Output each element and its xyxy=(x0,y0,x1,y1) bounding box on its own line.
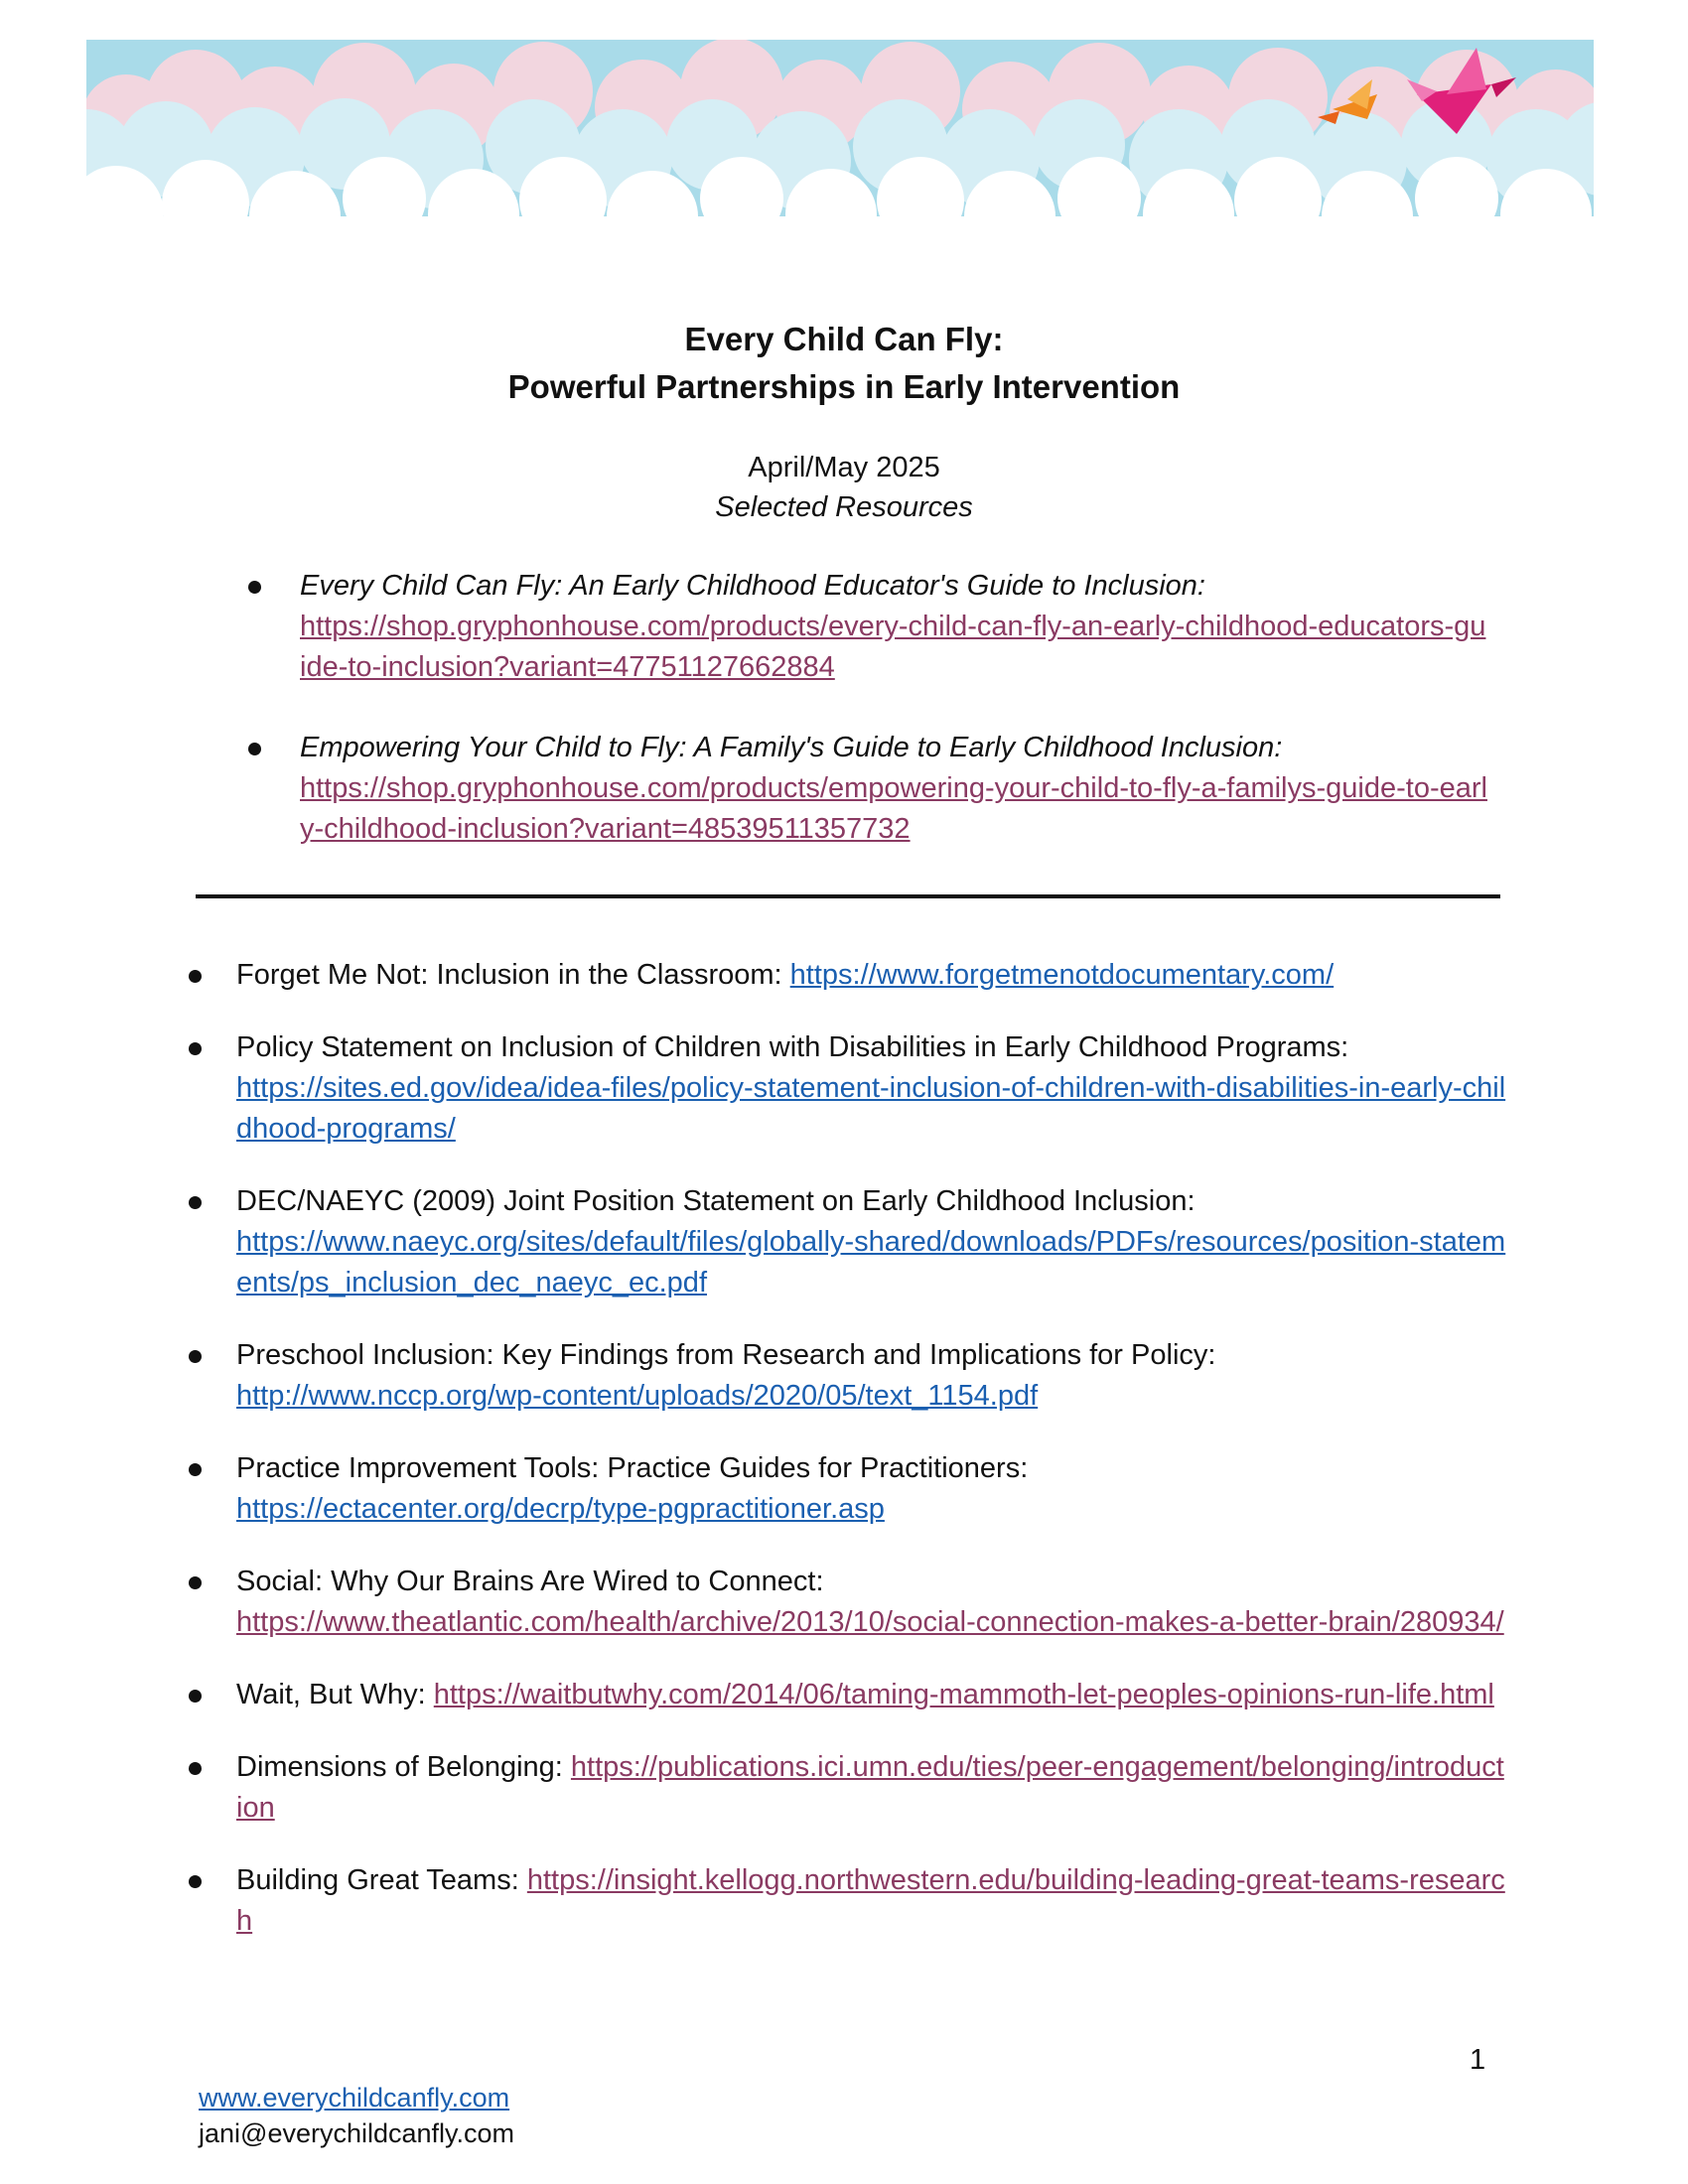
list-item xyxy=(189,955,1509,996)
section-divider xyxy=(196,894,1500,898)
bullet-icon xyxy=(189,1350,202,1363)
bullet-icon xyxy=(189,970,202,983)
resource-link[interactable]: https://insight.kellogg.northwestern.edu/building-leading-great-teams-research xyxy=(236,1864,1505,1937)
resource-link[interactable]: http://www.nccp.org/wp-content/uploads/2020/05/text_1154.pdf xyxy=(236,1380,1039,1412)
bullet-icon xyxy=(189,1196,202,1209)
resource-label: Social: Why Our Brains Are Wired to Connect: xyxy=(236,1566,824,1597)
book-title: Empowering Your Child to Fly: A Family's Guide to Early Childhood Inclusion: xyxy=(300,732,1283,763)
resource-label: Policy Statement on Inclusion of Children with Disabilities in Early Childhood Programs: xyxy=(236,1031,1349,1063)
resource-link[interactable]: https://waitbutwhy.com/2014/06/taming-mammoth-let-peoples-opinions-run-life.html xyxy=(433,1679,1494,1710)
book-link[interactable]: https://shop.gryphonhouse.com/products/every-child-can-fly-an-early-childhood-educators-guide-to-inclusion?variant=47751127662884 xyxy=(300,611,1486,683)
list-item xyxy=(189,1448,1509,1530)
bullet-icon xyxy=(189,1762,202,1775)
resource-label: Dimensions of Belonging: xyxy=(236,1751,571,1783)
book-title: Every Child Can Fly: An Early Childhood Educator's Guide to Inclusion: xyxy=(300,570,1205,602)
list-item xyxy=(189,1027,1509,1150)
book-list xyxy=(248,566,1489,889)
resource-label: Forget Me Not: Inclusion in the Classroom: xyxy=(236,959,790,991)
header-banner xyxy=(86,40,1594,228)
resource-link[interactable]: https://publications.ici.umn.edu/ties/peer-engagement/belonging/introduction xyxy=(236,1751,1504,1824)
bullet-icon xyxy=(189,1576,202,1589)
resource-label: Building Great Teams: xyxy=(236,1864,527,1896)
bullet-icon xyxy=(189,1875,202,1888)
resource-link[interactable]: https://www.forgetmenotdocumentary.com/ xyxy=(789,959,1335,991)
bullet-icon xyxy=(189,1690,202,1703)
list-item xyxy=(248,566,1489,688)
resource-label: DEC/NAEYC (2009) Joint Position Statement on Early Childhood Inclusion: xyxy=(236,1185,1196,1217)
book-link[interactable]: https://shop.gryphonhouse.com/products/empowering-your-child-to-fly-a-familys-guide-to-early-childhood-inclusion?variant=48539511357732 xyxy=(300,772,1487,845)
list-item xyxy=(189,1747,1509,1829)
list-item xyxy=(189,1860,1509,1942)
list-item xyxy=(189,1562,1509,1643)
section-subtitle: Selected Resources xyxy=(715,491,973,523)
resource-label: Preschool Inclusion: Key Findings from Research and Implications for Policy: xyxy=(236,1339,1216,1371)
resource-link[interactable]: https://www.theatlantic.com/health/archive/2013/10/social-connection-makes-a-better-brain/280934/ xyxy=(236,1606,1504,1638)
list-item xyxy=(248,728,1489,850)
resource-link[interactable]: https://www.naeyc.org/sites/default/files/globally-shared/downloads/PDFs/resources/position-statements/ps_inclusion_dec_naeyc_ec.pdf xyxy=(236,1226,1506,1298)
resource-link[interactable]: https://sites.ed.gov/idea/idea-files/policy-statement-inclusion-of-children-with-disabilities-in-early-childhood-programs/ xyxy=(236,1072,1506,1145)
bullet-icon xyxy=(248,581,261,594)
bullet-icon xyxy=(189,1042,202,1055)
page-title: Every Child Can Fly: xyxy=(684,321,1004,357)
website-link[interactable]: www.everychildcanfly.com xyxy=(199,2083,510,2113)
page-number: 1 xyxy=(1470,2044,1486,2076)
cloud-banner-image xyxy=(86,40,1594,228)
resource-list xyxy=(189,955,1509,1974)
list-item xyxy=(189,1675,1509,1715)
footer xyxy=(199,2080,514,2151)
list-item xyxy=(189,1181,1509,1303)
bullet-icon xyxy=(248,743,261,755)
title-block xyxy=(0,316,1688,411)
page-subtitle-title: Powerful Partnerships in Early Intervention xyxy=(507,368,1181,405)
bullet-icon xyxy=(189,1463,202,1476)
date-text: April/May 2025 xyxy=(748,452,940,483)
list-item xyxy=(189,1335,1509,1417)
resource-label: Wait, But Why: xyxy=(236,1679,434,1710)
resource-link[interactable]: https://ectacenter.org/decrp/type-pgpractitioner.asp xyxy=(236,1493,885,1525)
contact-email: jani@everychildcanfly.com xyxy=(199,2118,515,2148)
resource-label: Practice Improvement Tools: Practice Guides for Practitioners: xyxy=(236,1452,1029,1484)
